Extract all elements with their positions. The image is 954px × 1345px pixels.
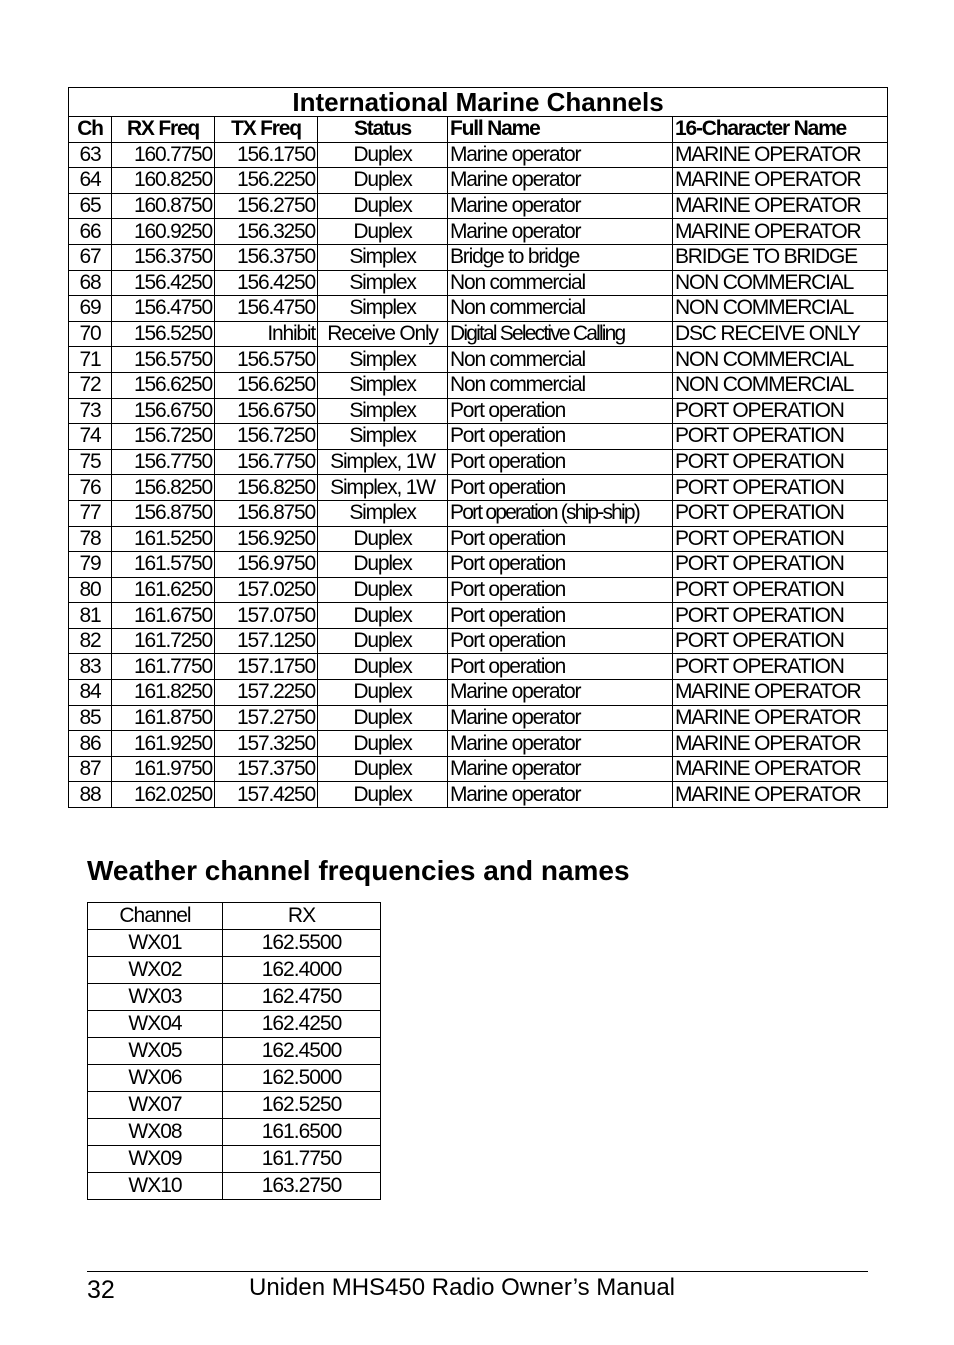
tx-freq-cell: 156.3250 — [215, 219, 318, 245]
table-row — [69, 628, 888, 654]
tx-freq-cell: 157.3750 — [215, 756, 318, 782]
rx-freq-cell: 161.7750 — [112, 654, 215, 680]
column-header-rx-freq: RX Freq — [112, 117, 215, 143]
channel-number-cell: 69 — [69, 296, 112, 322]
short-name-cell: PORT OPERATION — [673, 424, 888, 450]
table-row — [69, 193, 888, 219]
tx-freq-cell: 156.9750 — [215, 552, 318, 578]
full-name-cell: Port operation — [448, 398, 673, 424]
weather-channel-cell: WX03 — [88, 984, 223, 1011]
weather-channels-table — [87, 902, 381, 1200]
channel-number-cell: 81 — [69, 603, 112, 629]
short-name-cell: NON COMMERCIAL — [673, 372, 888, 398]
weather-channel-cell: WX08 — [88, 1119, 223, 1146]
short-name-cell: PORT OPERATION — [673, 628, 888, 654]
full-name-cell: Port operation — [448, 475, 673, 501]
table-row — [69, 526, 888, 552]
full-name-cell: Port operation — [448, 424, 673, 450]
weather-rx-cell: 161.7750 — [223, 1146, 381, 1173]
tx-freq-cell: 157.0250 — [215, 577, 318, 603]
column-header-full-name: Full Name — [448, 117, 673, 143]
full-name-cell: Marine operator — [448, 168, 673, 194]
status-cell: Duplex — [318, 219, 448, 245]
status-cell: Duplex — [318, 782, 448, 808]
full-name-cell: Marine operator — [448, 705, 673, 731]
channel-number-cell: 87 — [69, 756, 112, 782]
rx-freq-cell: 160.9250 — [112, 219, 215, 245]
weather-channel-cell: WX05 — [88, 1038, 223, 1065]
table-row — [69, 296, 888, 322]
table-row — [88, 1146, 381, 1173]
short-name-cell: PORT OPERATION — [673, 577, 888, 603]
full-name-cell: Port operation — [448, 603, 673, 629]
tx-freq-cell: Inhibit — [215, 321, 318, 347]
weather-rx-cell: 161.6500 — [223, 1119, 381, 1146]
table-row — [69, 347, 888, 373]
short-name-cell: PORT OPERATION — [673, 552, 888, 578]
column-header-ch: Ch — [69, 117, 112, 143]
short-name-cell: MARINE OPERATOR — [673, 168, 888, 194]
full-name-cell: Marine operator — [448, 219, 673, 245]
weather-channel-cell: WX02 — [88, 957, 223, 984]
channel-number-cell: 71 — [69, 347, 112, 373]
table-title: International Marine Channels — [69, 88, 888, 117]
table-row — [69, 168, 888, 194]
weather-rx-cell: 162.4750 — [223, 984, 381, 1011]
channel-number-cell: 77 — [69, 500, 112, 526]
tx-freq-cell: 156.5750 — [215, 347, 318, 373]
channel-number-cell: 73 — [69, 398, 112, 424]
footer-rule — [87, 1271, 868, 1272]
table-row — [69, 603, 888, 629]
rx-freq-cell: 156.8250 — [112, 475, 215, 501]
weather-channel-cell: WX06 — [88, 1065, 223, 1092]
rx-freq-cell: 160.8750 — [112, 193, 215, 219]
status-cell: Simplex — [318, 398, 448, 424]
short-name-cell: PORT OPERATION — [673, 500, 888, 526]
table-row — [69, 705, 888, 731]
short-name-cell: BRIDGE TO BRIDGE — [673, 244, 888, 270]
tx-freq-cell: 156.6250 — [215, 372, 318, 398]
table-row — [88, 1119, 381, 1146]
table-row — [69, 398, 888, 424]
short-name-cell: NON COMMERCIAL — [673, 270, 888, 296]
status-cell: Duplex — [318, 142, 448, 168]
rx-freq-cell: 156.6750 — [112, 398, 215, 424]
tx-freq-cell: 156.4750 — [215, 296, 318, 322]
full-name-cell: Non commercial — [448, 347, 673, 373]
rx-freq-cell: 156.7250 — [112, 424, 215, 450]
channel-number-cell: 67 — [69, 244, 112, 270]
status-cell: Duplex — [318, 193, 448, 219]
table-row — [88, 1092, 381, 1119]
column-header-rx: RX — [223, 903, 381, 930]
short-name-cell: DSC RECEIVE ONLY — [673, 321, 888, 347]
status-cell: Duplex — [318, 705, 448, 731]
full-name-cell: Port operation — [448, 526, 673, 552]
column-header-16-char-name: 16-Character Name — [673, 117, 888, 143]
status-cell: Duplex — [318, 628, 448, 654]
table-row — [88, 1038, 381, 1065]
status-cell: Simplex — [318, 296, 448, 322]
table-row — [69, 552, 888, 578]
channel-number-cell: 68 — [69, 270, 112, 296]
rx-freq-cell: 156.3750 — [112, 244, 215, 270]
channel-number-cell: 79 — [69, 552, 112, 578]
short-name-cell: MARINE OPERATOR — [673, 756, 888, 782]
tx-freq-cell: 156.2750 — [215, 193, 318, 219]
weather-rx-cell: 162.4500 — [223, 1038, 381, 1065]
status-cell: Duplex — [318, 603, 448, 629]
tx-freq-cell: 156.2250 — [215, 168, 318, 194]
weather-rx-cell: 162.4000 — [223, 957, 381, 984]
weather-channel-cell: WX04 — [88, 1011, 223, 1038]
table-row — [88, 930, 381, 957]
table-row — [69, 731, 888, 757]
rx-freq-cell: 160.8250 — [112, 168, 215, 194]
rx-freq-cell: 161.6750 — [112, 603, 215, 629]
column-header-tx-freq: TX Freq — [215, 117, 318, 143]
short-name-cell: NON COMMERCIAL — [673, 347, 888, 373]
tx-freq-cell: 157.1750 — [215, 654, 318, 680]
weather-rx-cell: 162.5500 — [223, 930, 381, 957]
tx-freq-cell: 156.1750 — [215, 142, 318, 168]
status-cell: Simplex, 1W — [318, 449, 448, 475]
tx-freq-cell: 157.2750 — [215, 705, 318, 731]
short-name-cell: PORT OPERATION — [673, 526, 888, 552]
channel-number-cell: 82 — [69, 628, 112, 654]
short-name-cell: MARINE OPERATOR — [673, 193, 888, 219]
rx-freq-cell: 161.7250 — [112, 628, 215, 654]
short-name-cell: MARINE OPERATOR — [673, 219, 888, 245]
table-row — [69, 321, 888, 347]
rx-freq-cell: 156.6250 — [112, 372, 215, 398]
tx-freq-cell: 157.3250 — [215, 731, 318, 757]
channel-number-cell: 65 — [69, 193, 112, 219]
rx-freq-cell: 161.6250 — [112, 577, 215, 603]
table-row — [69, 756, 888, 782]
status-cell: Duplex — [318, 756, 448, 782]
tx-freq-cell: 156.3750 — [215, 244, 318, 270]
table-row — [88, 1065, 381, 1092]
rx-freq-cell: 161.9750 — [112, 756, 215, 782]
full-name-cell: Port operation — [448, 654, 673, 680]
short-name-cell: MARINE OPERATOR — [673, 680, 888, 706]
full-name-cell: Marine operator — [448, 756, 673, 782]
short-name-cell: PORT OPERATION — [673, 398, 888, 424]
channel-number-cell: 88 — [69, 782, 112, 808]
tx-freq-cell: 156.8250 — [215, 475, 318, 501]
weather-channel-cell: WX09 — [88, 1146, 223, 1173]
channel-number-cell: 64 — [69, 168, 112, 194]
tx-freq-cell: 157.0750 — [215, 603, 318, 629]
channel-number-cell: 78 — [69, 526, 112, 552]
status-cell: Receive Only — [318, 321, 448, 347]
tx-freq-cell: 156.9250 — [215, 526, 318, 552]
short-name-cell: MARINE OPERATOR — [673, 142, 888, 168]
table-row — [69, 244, 888, 270]
channel-number-cell: 66 — [69, 219, 112, 245]
full-name-cell: Marine operator — [448, 782, 673, 808]
full-name-cell: Digital Selective Calling — [448, 321, 673, 347]
marine-channels-table — [68, 87, 888, 808]
channel-number-cell: 80 — [69, 577, 112, 603]
table-row — [69, 680, 888, 706]
rx-freq-cell: 156.4750 — [112, 296, 215, 322]
weather-rx-cell: 162.5250 — [223, 1092, 381, 1119]
table-row — [69, 219, 888, 245]
table-row — [69, 654, 888, 680]
column-header-status: Status — [318, 117, 448, 143]
weather-channel-cell: WX01 — [88, 930, 223, 957]
status-cell: Simplex — [318, 424, 448, 450]
table-row — [88, 1011, 381, 1038]
tx-freq-cell: 157.1250 — [215, 628, 318, 654]
table-row — [69, 577, 888, 603]
table-row — [88, 957, 381, 984]
channel-number-cell: 83 — [69, 654, 112, 680]
channel-number-cell: 74 — [69, 424, 112, 450]
rx-freq-cell: 160.7750 — [112, 142, 215, 168]
status-cell: Duplex — [318, 577, 448, 603]
rx-freq-cell: 156.7750 — [112, 449, 215, 475]
full-name-cell: Port operation — [448, 628, 673, 654]
table-row — [69, 270, 888, 296]
table-row — [69, 449, 888, 475]
weather-rx-cell: 163.2750 — [223, 1173, 381, 1200]
short-name-cell: MARINE OPERATOR — [673, 782, 888, 808]
weather-table-body — [88, 930, 381, 1200]
rx-freq-cell: 156.8750 — [112, 500, 215, 526]
weather-section-heading: Weather channel frequencies and names — [87, 855, 630, 886]
full-name-cell: Non commercial — [448, 296, 673, 322]
page-number: 32 — [87, 1276, 115, 1304]
rx-freq-cell: 161.9250 — [112, 731, 215, 757]
rx-freq-cell: 161.8750 — [112, 705, 215, 731]
status-cell: Duplex — [318, 654, 448, 680]
channel-number-cell: 70 — [69, 321, 112, 347]
table-row — [69, 500, 888, 526]
short-name-cell: PORT OPERATION — [673, 475, 888, 501]
tx-freq-cell: 156.7750 — [215, 449, 318, 475]
short-name-cell: MARINE OPERATOR — [673, 731, 888, 757]
full-name-cell: Port operation (ship-ship) — [448, 500, 673, 526]
short-name-cell: PORT OPERATION — [673, 603, 888, 629]
column-header-channel: Channel — [88, 903, 223, 930]
full-name-cell: Marine operator — [448, 142, 673, 168]
rx-freq-cell: 156.5750 — [112, 347, 215, 373]
status-cell: Simplex, 1W — [318, 475, 448, 501]
tx-freq-cell: 156.7250 — [215, 424, 318, 450]
table-row — [69, 424, 888, 450]
rx-freq-cell: 156.4250 — [112, 270, 215, 296]
status-cell: Duplex — [318, 680, 448, 706]
marine-table-body — [69, 142, 888, 807]
full-name-cell: Non commercial — [448, 270, 673, 296]
table-row — [69, 782, 888, 808]
weather-rx-cell: 162.5000 — [223, 1065, 381, 1092]
tx-freq-cell: 157.4250 — [215, 782, 318, 808]
table-row — [88, 984, 381, 1011]
full-name-cell: Port operation — [448, 552, 673, 578]
status-cell: Simplex — [318, 244, 448, 270]
channel-number-cell: 86 — [69, 731, 112, 757]
full-name-cell: Marine operator — [448, 680, 673, 706]
status-cell: Simplex — [318, 270, 448, 296]
full-name-cell: Non commercial — [448, 372, 673, 398]
rx-freq-cell: 161.5250 — [112, 526, 215, 552]
full-name-cell: Port operation — [448, 449, 673, 475]
short-name-cell: NON COMMERCIAL — [673, 296, 888, 322]
table-row — [69, 475, 888, 501]
full-name-cell: Port operation — [448, 577, 673, 603]
tx-freq-cell: 156.8750 — [215, 500, 318, 526]
table-row — [69, 372, 888, 398]
channel-number-cell: 85 — [69, 705, 112, 731]
full-name-cell: Bridge to bridge — [448, 244, 673, 270]
status-cell: Simplex — [318, 347, 448, 373]
status-cell: Duplex — [318, 526, 448, 552]
tx-freq-cell: 157.2250 — [215, 680, 318, 706]
full-name-cell: Marine operator — [448, 193, 673, 219]
weather-channel-cell: WX10 — [88, 1173, 223, 1200]
short-name-cell: MARINE OPERATOR — [673, 705, 888, 731]
table-row — [69, 142, 888, 168]
short-name-cell: PORT OPERATION — [673, 654, 888, 680]
weather-rx-cell: 162.4250 — [223, 1011, 381, 1038]
status-cell: Duplex — [318, 552, 448, 578]
channel-number-cell: 75 — [69, 449, 112, 475]
table-row — [88, 1173, 381, 1200]
status-cell: Duplex — [318, 731, 448, 757]
status-cell: Duplex — [318, 168, 448, 194]
rx-freq-cell: 156.5250 — [112, 321, 215, 347]
full-name-cell: Marine operator — [448, 731, 673, 757]
channel-number-cell: 72 — [69, 372, 112, 398]
weather-channel-cell: WX07 — [88, 1092, 223, 1119]
channel-number-cell: 76 — [69, 475, 112, 501]
channel-number-cell: 63 — [69, 142, 112, 168]
channel-number-cell: 84 — [69, 680, 112, 706]
tx-freq-cell: 156.4250 — [215, 270, 318, 296]
manual-title: Uniden MHS450 Radio Owner’s Manual — [249, 1274, 675, 1301]
status-cell: Simplex — [318, 500, 448, 526]
rx-freq-cell: 161.8250 — [112, 680, 215, 706]
rx-freq-cell: 162.0250 — [112, 782, 215, 808]
short-name-cell: PORT OPERATION — [673, 449, 888, 475]
tx-freq-cell: 156.6750 — [215, 398, 318, 424]
status-cell: Simplex — [318, 372, 448, 398]
rx-freq-cell: 161.5750 — [112, 552, 215, 578]
